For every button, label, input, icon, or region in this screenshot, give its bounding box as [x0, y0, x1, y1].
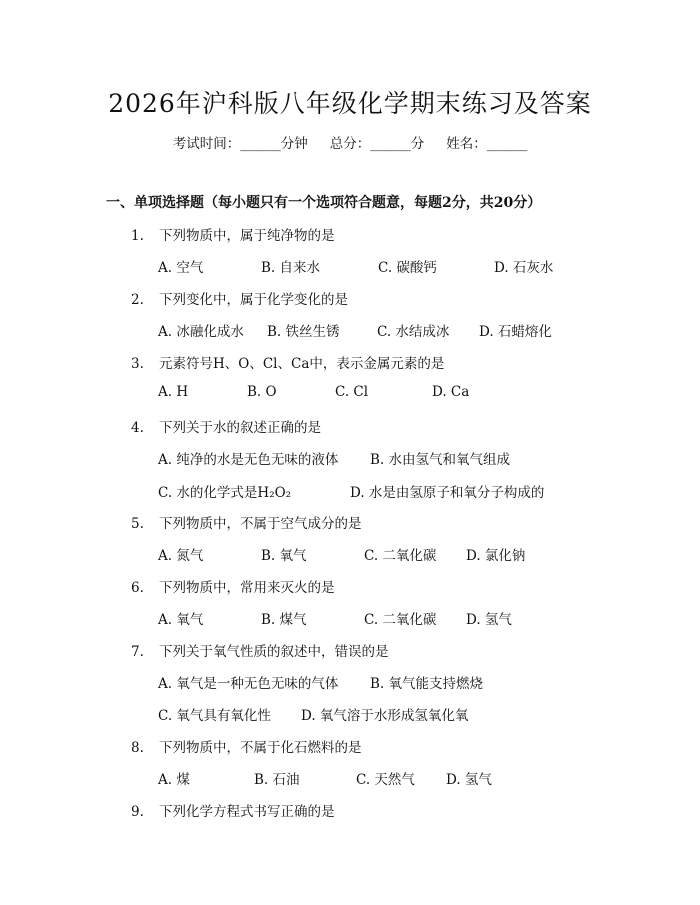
question-text: 下列关于水的叙述正确的是	[159, 420, 321, 436]
question-text: 下列关于氧气性质的叙述中，错误的是	[159, 644, 389, 660]
question-text: 下列物质中，属于纯净物的是	[159, 228, 335, 244]
option-a: A. 冰融化成水	[158, 324, 244, 340]
option-d: D. 石灰水	[494, 260, 554, 276]
question-number: 3.	[131, 356, 144, 372]
page-title: 2026年沪科版八年级化学期末练习及答案	[108, 89, 592, 118]
option-c: C. 水结成冰	[377, 324, 450, 340]
option-a: A. 氧气是一种无色无味的气体	[158, 676, 339, 692]
option-b: B. 氧气能支持燃烧	[370, 676, 484, 692]
option-a: A. 空气	[158, 260, 204, 276]
option-d: D. 氢气	[446, 772, 492, 788]
question-number: 4.	[131, 420, 144, 436]
question-1	[131, 224, 335, 244]
section-heading: 一、单项选择题（每小题只有一个选项符合题意，每题2分，共20分）	[106, 195, 542, 211]
option-a: A. 氮气	[158, 548, 204, 564]
question-text: 下列物质中，不属于空气成分的是	[159, 516, 362, 532]
question-number: 7.	[131, 644, 144, 660]
option-a: A. 煤	[158, 772, 190, 788]
question-number: 5.	[131, 516, 144, 532]
option-c: C. Cl	[335, 384, 369, 400]
name-field: 姓名：______	[446, 136, 528, 152]
question-2	[131, 288, 348, 308]
option-c: C. 水的化学式是H₂O₂	[158, 485, 292, 501]
question-9	[131, 800, 335, 820]
option-b: B. O	[247, 384, 277, 400]
question-number: 9.	[131, 804, 144, 820]
option-d: D. 氢气	[466, 612, 512, 628]
option-d: D. 石蜡熔化	[479, 324, 552, 340]
question-text: 下列物质中，不属于化石燃料的是	[159, 740, 362, 756]
question-text: 下列变化中，属于化学变化的是	[159, 292, 348, 308]
option-c: C. 碳酸钙	[378, 260, 437, 276]
option-c: C. 二氧化碳	[364, 612, 437, 628]
question-text: 下列物质中，常用来灭火的是	[159, 580, 335, 596]
option-d: D. Ca	[432, 384, 470, 400]
question-3	[131, 352, 444, 372]
question-number: 8.	[131, 740, 144, 756]
question-number: 6.	[131, 580, 144, 596]
exam-info-line	[0, 132, 700, 152]
option-c: C. 氧气具有氧化性	[158, 708, 271, 724]
option-b: B. 水由氢气和氧气组成	[370, 452, 511, 468]
option-b: B. 氧气	[261, 548, 307, 564]
question-6	[131, 576, 335, 596]
option-c: C. 二氧化碳	[364, 548, 437, 564]
option-b: B. 自来水	[261, 260, 321, 276]
question-4	[131, 416, 321, 436]
question-8	[131, 736, 362, 756]
option-d: D. 氧气溶于水形成氢氧化氧	[301, 708, 469, 724]
option-b: B. 铁丝生锈	[267, 324, 340, 340]
option-c: C. 天然气	[356, 772, 415, 788]
question-7	[131, 640, 389, 660]
question-number: 1.	[131, 228, 144, 244]
option-a: A. H	[158, 384, 189, 400]
option-d: D. 氯化钠	[466, 548, 526, 564]
question-text: 元素符号H、O、Cl、Ca中，表示金属元素的是	[159, 356, 445, 372]
question-number: 2.	[131, 292, 144, 308]
question-text: 下列化学方程式书写正确的是	[159, 804, 335, 820]
option-a: A. 氧气	[158, 612, 204, 628]
question-5	[131, 512, 362, 532]
option-b: B. 石油	[254, 772, 300, 788]
option-b: B. 煤气	[261, 612, 307, 628]
exam-time-field: 考试时间：______分钟	[172, 136, 308, 152]
total-score-field: 总分：______分	[329, 136, 425, 152]
option-a: A. 纯净的水是无色无味的液体	[158, 452, 339, 468]
option-d: D. 水是由氢原子和氧分子构成的	[350, 485, 545, 501]
